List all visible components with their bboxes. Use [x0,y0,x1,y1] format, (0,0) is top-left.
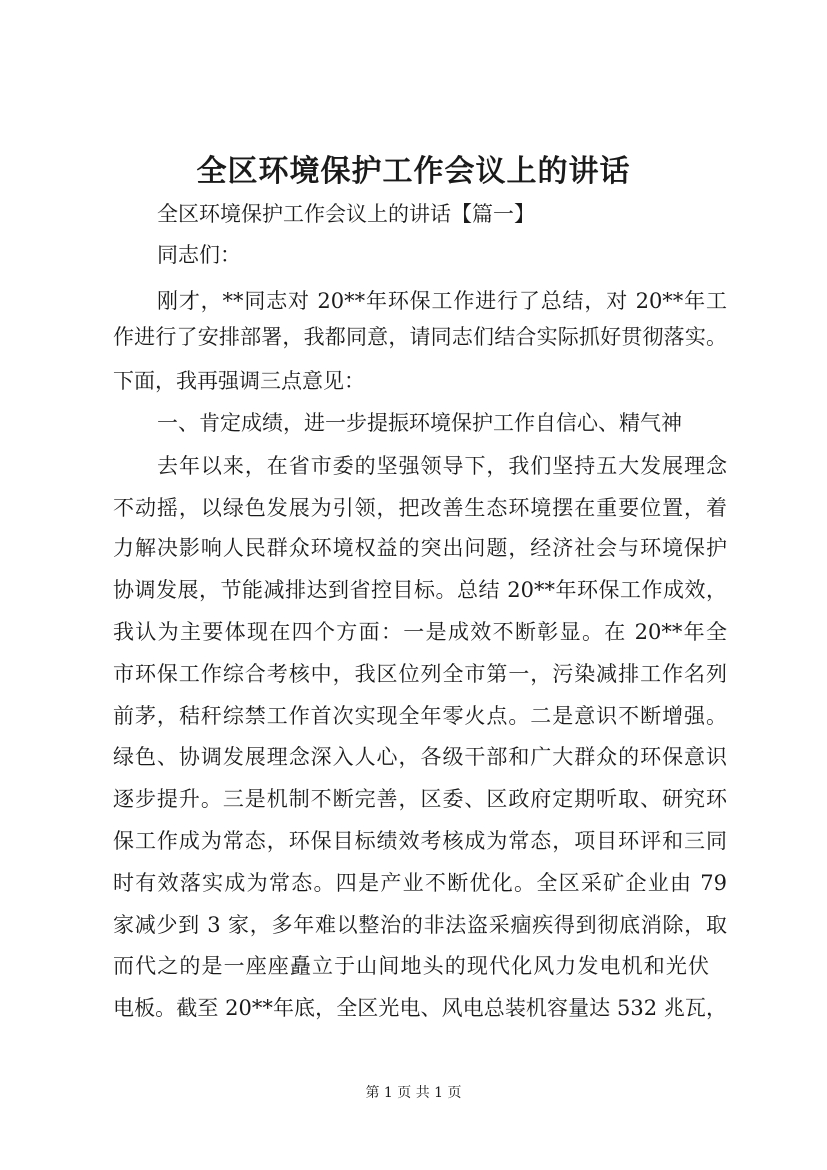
body-line: 不动摇，以绿色发展为引领，把改善生态环境摆在重要位置，着 [113,496,727,520]
page-number: 第 1 页 共 1 页 [365,1085,462,1101]
body-line: 绿色、协调发展理念深入人心，各级干部和广大群众的环保意识 [113,745,727,769]
body-line: 家减少到 3 家，多年难以整治的非法盗采痼疾得到彻底消除，取 [113,913,727,937]
body-line: 协调发展，节能减排达到省控目标。总结 20**年环保工作成效， [113,578,727,602]
body-line: 下面，我再强调三点意见： [113,369,365,393]
body-line: 前茅，秸秆综禁工作首次实现全年零火点。二是意识不断增强。 [113,704,727,728]
body-line: 时有效落实成为常态。四是产业不断优化。全区采矿企业由 79 [113,871,727,895]
subtitle-line: 全区环境保护工作会议上的讲话【篇一】 [157,202,535,226]
body-line: 作进行了安排部署，我都同意，请同志们结合实际抓好贯彻落实。 [113,325,727,349]
section-heading: 一、肯定成绩，进一步提振环境保护工作自信心、精气神 [157,411,682,435]
body-line: 保工作成为常态，环保目标绩效考核成为常态，项目环评和三同 [113,829,727,853]
body-line: 我认为主要体现在四个方面：一是成效不断彰显。在 20**年全 [113,620,727,644]
body-line: 刚才，**同志对 20**年环保工作进行了总结，对 20**年工 [157,289,727,313]
body-line: 而代之的是一座座矗立于山间地头的现代化风力发电机和光伏 [113,954,709,978]
body-line: 力解决影响人民群众环境权益的突出问题，经济社会与环境保护 [113,536,727,560]
document-title: 全区环境保护工作会议上的讲话 [196,154,631,189]
body-line: 市环保工作综合考核中，我区位列全市第一，污染减排工作名列 [113,662,727,686]
salutation-line: 同志们： [157,243,241,267]
body-line: 电板。截至 20**年底，全区光电、风电总装机容量达 532 兆瓦， [113,996,727,1020]
body-line: 逐步提升。三是机制不断完善，区委、区政府定期听取、研究环 [113,787,727,811]
body-line: 去年以来，在省市委的坚强领导下，我们坚持五大发展理念 [157,454,727,478]
